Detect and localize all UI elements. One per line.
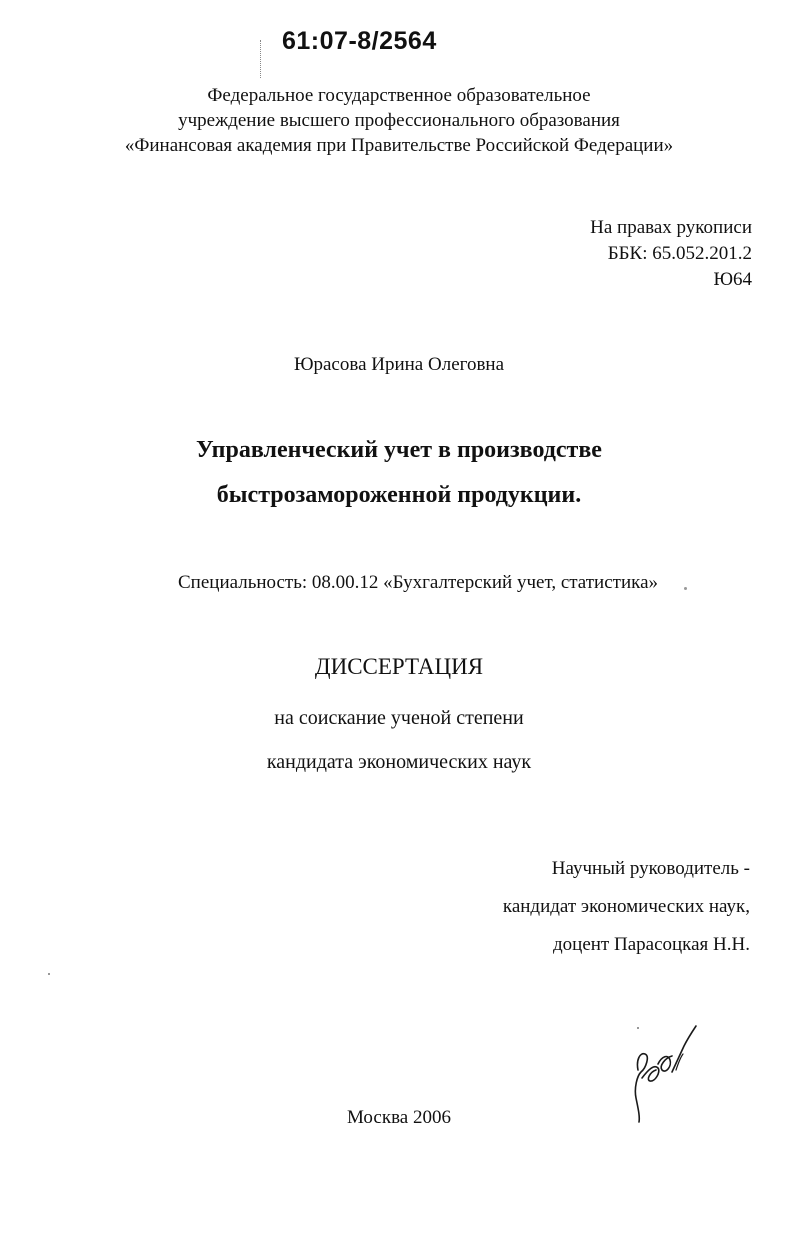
institution-line-1: Федеральное государственное образовательное	[207, 85, 591, 106]
specialty-line: Специальность: 08.00.12 «Бухгалтерский учет, статистика»	[178, 572, 659, 593]
supervisor-block	[503, 850, 750, 964]
manuscript-rights-label: На правах рукописи	[590, 217, 752, 238]
institution-line-2: учреждение высшего профессионального образования	[178, 110, 620, 131]
institution-block	[0, 83, 798, 158]
dissertation-degree	[0, 696, 798, 784]
supervisor-name: доцент Парасоцкая Н.Н.	[553, 934, 750, 955]
thesis-title-line-1: Управленческий учет в производстве	[196, 437, 602, 463]
supervisor-degree: кандидат экономических наук,	[502, 896, 750, 917]
dissertation-line-1: на соискание ученой степени	[274, 707, 524, 729]
scan-speck	[48, 973, 50, 975]
author-index: Ю64	[713, 269, 752, 290]
thesis-title	[0, 428, 798, 518]
margin-mark	[260, 40, 262, 78]
author-name: Юрасова Ирина Олеговна	[293, 354, 505, 375]
dissertation-line-2: кандидата экономических наук	[266, 751, 532, 773]
bbk-code: ББК: 65.052.201.2	[607, 243, 752, 264]
document-code: 61:07-8/2564	[282, 27, 437, 55]
dissertation-heading: ДИССЕРТАЦИЯ	[314, 654, 484, 679]
supervisor-label: Научный руководитель -	[551, 858, 750, 879]
city-year: Москва 2006	[347, 1107, 451, 1128]
thesis-title-line-2: быстрозамороженной продукции.	[216, 482, 582, 508]
specialty-dot	[684, 587, 687, 590]
institution-line-3: «Финансовая академия при Правительстве Российской Федерации»	[124, 135, 674, 156]
manuscript-rights-block	[590, 215, 752, 293]
